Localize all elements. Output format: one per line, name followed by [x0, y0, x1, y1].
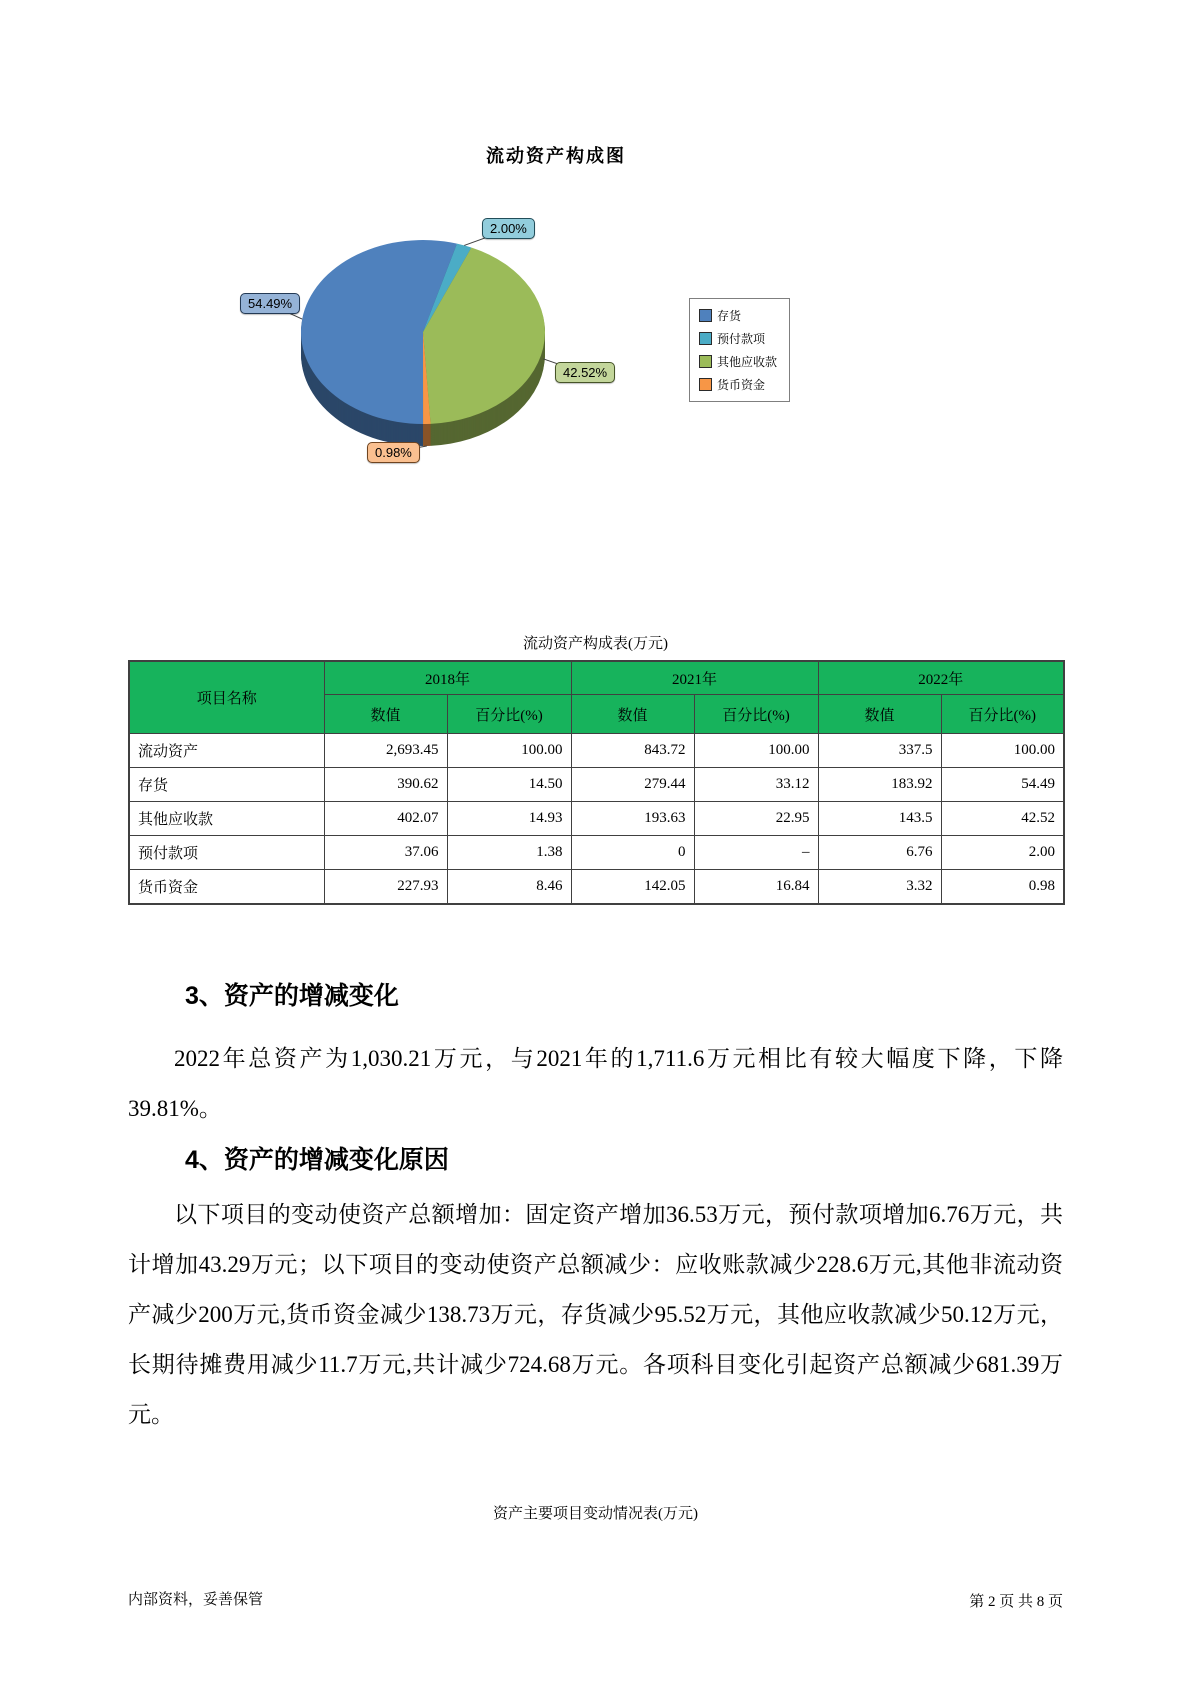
legend-item: [699, 376, 777, 393]
pie-label-cash: 0.98%: [367, 442, 420, 463]
sub-header-percent: 百分比(%): [941, 695, 1064, 734]
legend-item: [699, 353, 777, 370]
legend-swatch-icon: [699, 355, 712, 368]
row-label: 其他应收款: [129, 802, 324, 836]
cell-value: 143.5: [818, 802, 941, 836]
col-header-2022: 2022年: [818, 661, 1064, 695]
cell-value: 0.98: [941, 870, 1064, 905]
row-label: 货币资金: [129, 870, 324, 905]
cell-value: 2.00: [941, 836, 1064, 870]
legend-item: [699, 330, 777, 347]
cell-value: 100.00: [694, 734, 818, 768]
paragraph-asset-change-reason: 以下项目的变动使资产总额增加：固定资产增加36.53万元，预付款项增加6.76万元，共计增加43.29万元；以下项目的变动使资产总额减少：应收账款减少228.6万元,其他非流动资产减少200万元,货币资金减少138.73万元，存货减少95.52万元，其他应收款减少50.12万元，长期待摊费用减少11.7万元,共计减少724.68万元。各项科目变化引起资产总额减少681.39万元。: [128, 1202, 1063, 1427]
legend-swatch-icon: [699, 332, 712, 345]
sub-header-percent: 百分比(%): [447, 695, 571, 734]
legend-label: 预付款项: [717, 332, 766, 346]
legend-swatch-icon: [699, 309, 712, 322]
legend-label: 存货: [717, 309, 742, 323]
col-header-2021: 2021年: [571, 661, 818, 695]
cell-value: 1.38: [447, 836, 571, 870]
cell-value: 843.72: [571, 734, 694, 768]
row-label: 预付款项: [129, 836, 324, 870]
row-label: 流动资产: [129, 734, 324, 768]
cell-value: 16.84: [694, 870, 818, 905]
sub-header-value: 数值: [571, 695, 694, 734]
cell-value: 54.49: [941, 768, 1064, 802]
cell-value: 337.5: [818, 734, 941, 768]
cell-value: 227.93: [324, 870, 447, 905]
cell-value: 402.07: [324, 802, 447, 836]
cell-value: 22.95: [694, 802, 818, 836]
cell-value: 14.93: [447, 802, 571, 836]
footer-page-number: 第 2 页 共 8 页: [969, 1594, 1063, 1610]
current-assets-table: [128, 660, 1065, 905]
pie-label-prepayments: 2.00%: [482, 218, 535, 239]
chart-legend: [689, 298, 790, 402]
cell-value: 2,693.45: [324, 734, 447, 768]
legend-item: [699, 307, 777, 324]
cell-value: –: [694, 836, 818, 870]
table-row: [129, 802, 1064, 836]
cell-value: 0: [571, 836, 694, 870]
cell-value: 3.32: [818, 870, 941, 905]
heading-asset-change: 3、资产的增减变化: [185, 982, 399, 1010]
paragraph-asset-change: 2022年总资产为1,030.21万元，与2021年的1,711.6万元相比有较大幅度下降，下降39.81%。: [128, 1046, 1063, 1121]
col-header-item-name: 项目名称: [129, 661, 324, 734]
cell-value: 193.63: [571, 802, 694, 836]
cell-value: 142.05: [571, 870, 694, 905]
cell-value: 6.76: [818, 836, 941, 870]
cell-value: 37.06: [324, 836, 447, 870]
pie-label-other-receivables: 42.52%: [555, 362, 615, 383]
legend-label: 其他应收款: [717, 355, 778, 369]
chart-title: 流动资产构成图: [486, 146, 626, 166]
sub-header-value: 数值: [818, 695, 941, 734]
pie-label-inventory: 54.49%: [240, 293, 300, 314]
cell-value: 33.12: [694, 768, 818, 802]
cell-value: 183.92: [818, 768, 941, 802]
next-table-caption: 资产主要项目变动情况表(万元): [493, 1506, 698, 1522]
legend-label: 货币资金: [717, 378, 766, 392]
legend-swatch-icon: [699, 378, 712, 391]
table-caption: 流动资产构成表(万元): [523, 636, 668, 652]
cell-value: 100.00: [941, 734, 1064, 768]
table-row: [129, 734, 1064, 768]
cell-value: 14.50: [447, 768, 571, 802]
table-row: [129, 836, 1064, 870]
cell-value: 100.00: [447, 734, 571, 768]
row-label: 存货: [129, 768, 324, 802]
heading-asset-change-reason: 4、资产的增减变化原因: [185, 1146, 449, 1174]
table-row: [129, 870, 1064, 905]
footer-confidential-note: 内部资料，妥善保管: [128, 1591, 264, 1608]
cell-value: 8.46: [447, 870, 571, 905]
col-header-2018: 2018年: [324, 661, 571, 695]
pie-chart-section: [0, 120, 1191, 640]
cell-value: 390.62: [324, 768, 447, 802]
sub-header-percent: 百分比(%): [694, 695, 818, 734]
cell-value: 279.44: [571, 768, 694, 802]
table-row: [129, 768, 1064, 802]
sub-header-value: 数值: [324, 695, 447, 734]
cell-value: 42.52: [941, 802, 1064, 836]
